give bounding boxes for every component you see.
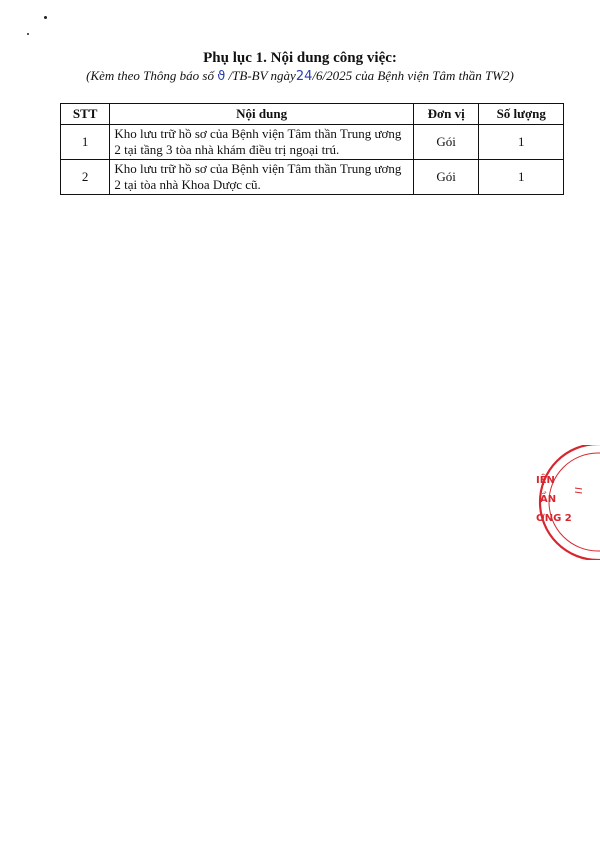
table-row xyxy=(61,160,564,195)
cell-unit: Gói xyxy=(413,125,479,160)
subtitle-suffix: /6/2025 của Bệnh viện Tâm thần TW2) xyxy=(312,68,514,83)
stamp-mark xyxy=(575,488,582,493)
red-seal-stamp xyxy=(528,445,600,560)
stamp-text-line-1: IỆN xyxy=(536,475,555,486)
subtitle-prefix: (Kèm theo Thông báo số xyxy=(86,68,218,83)
page-title: Phụ lục 1. Nội dung công việc: xyxy=(203,50,397,66)
stamp-text-line-3: ƠNG 2 xyxy=(536,513,572,524)
header-content: Nội dung xyxy=(110,104,414,125)
handwritten-doc-number: ϑ xyxy=(217,69,226,84)
cell-content: Kho lưu trữ hồ sơ của Bệnh viện Tâm thần Trung ương 2 tại tầng 3 tòa nhà khám điều trị ngoại trú. xyxy=(110,125,414,160)
header-unit: Đơn vị xyxy=(413,104,479,125)
handwritten-day: 24 xyxy=(295,69,313,84)
cell-quantity: 1 xyxy=(479,125,564,160)
page-subtitle xyxy=(0,68,600,84)
header-stt: STT xyxy=(61,104,110,125)
table-row xyxy=(61,125,564,160)
cell-quantity: 1 xyxy=(479,160,564,195)
stamp-text-line-2: ẦN xyxy=(540,494,557,505)
cell-content: Kho lưu trữ hồ sơ của Bệnh viện Tâm thần Trung ương 2 tại tòa nhà Khoa Dược cũ. xyxy=(110,160,414,195)
header-quantity: Số lượng xyxy=(479,104,564,125)
work-content-table xyxy=(60,103,564,195)
cell-stt: 2 xyxy=(61,160,110,195)
subtitle-mid: /TB-BV ngày xyxy=(225,68,296,83)
table-header-row xyxy=(61,104,564,125)
cell-stt: 1 xyxy=(61,125,110,160)
cell-unit: Gói xyxy=(413,160,479,195)
